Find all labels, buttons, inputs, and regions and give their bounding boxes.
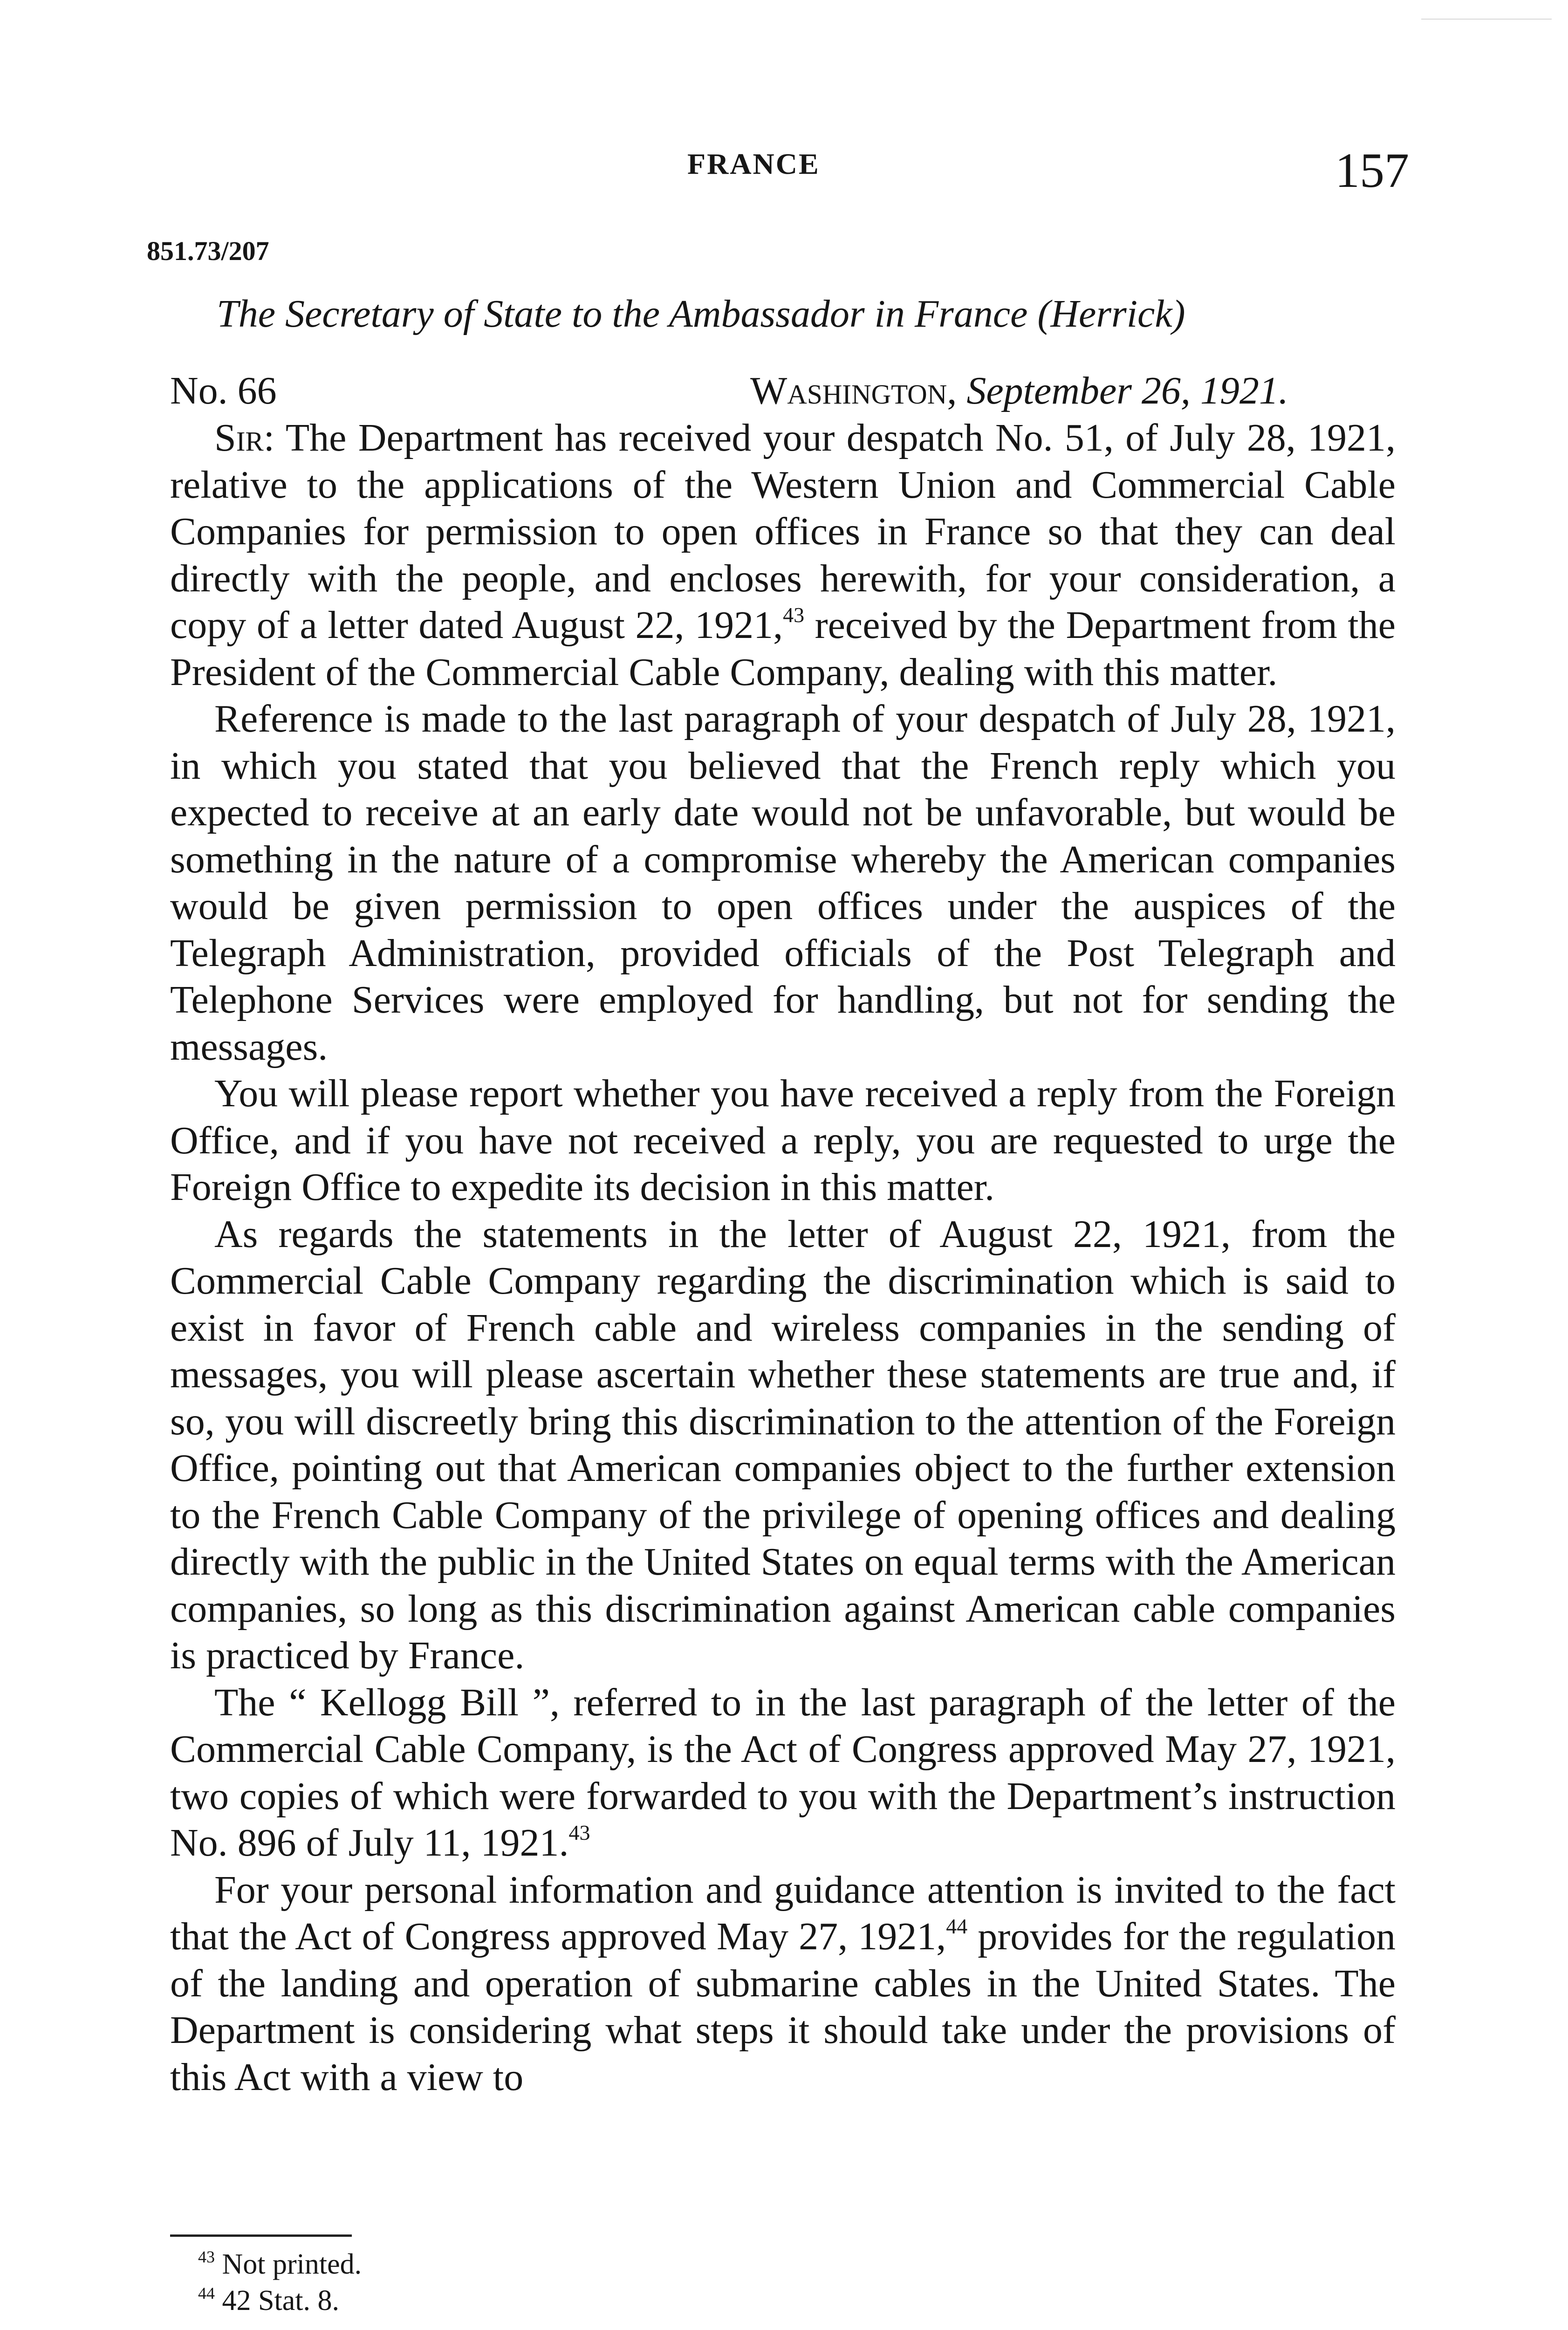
paragraph-5-text: The “ Kellogg Bill ”, referred to in the last paragraph of the letter of the Commercial Cable Company, is the Act of Congress approved May 27, 1921, two copies of which were forwarded to you with the Department’s instruction No. 896 of July 11, 1921. bbox=[170, 1680, 1396, 1864]
footnote-mark: 43 bbox=[198, 2248, 215, 2266]
footnote-ref: 43 bbox=[568, 1821, 590, 1844]
salutation: Sir: bbox=[214, 416, 275, 459]
scan-edge-mark bbox=[1421, 19, 1552, 20]
file-number: 851.73/207 bbox=[147, 236, 269, 266]
place-date bbox=[750, 368, 1288, 413]
paragraph-6-text-b: provides for the regulation of the landing and operation of submarine cables in the United States. The Department is considering what steps it should take under the provisions of this Act with a view to bbox=[170, 1915, 1396, 2099]
footnote bbox=[198, 2246, 362, 2282]
footnote-ref: 44 bbox=[946, 1914, 968, 1938]
footnote-text: 42 Stat. 8. bbox=[215, 2285, 339, 2316]
footnotes bbox=[198, 2246, 362, 2319]
paragraph-6-text-a: For your personal information and guidance attention is invited to the fact that the Act of Congress approved May 27, 1921, bbox=[170, 1868, 1396, 1958]
paragraph-1-text-b: received by the Department from the President of the Commercial Cable Company, dealing with this matter. bbox=[170, 603, 1396, 694]
footnote-mark: 44 bbox=[198, 2284, 215, 2303]
paragraph-5 bbox=[170, 1679, 1396, 1867]
paragraph-1 bbox=[170, 415, 1396, 696]
paragraph-1-text-a: The Department has received your despatch No. 51, of July 28, 1921, relative to the applications of the Western Union and Commercial Cable Companies for permission to open offices in France so that they can deal directly with the people, and encloses herewith, for your consideration, a copy of a letter dated August 22, 1921, bbox=[170, 416, 1396, 647]
footnote-ref: 43 bbox=[783, 603, 805, 627]
paragraph-2: Reference is made to the last paragraph of your despatch of July 28, 1921, in which you stated that you believed that the French reply which you expected to receive at an early date would not be unfavorable, but would be something in the nature of a compromise whereby the American companies would be given permission to open offices under the auspices of the Telegraph Administration, provided officials of the Post Telegraph and Telephone Services were employed for handling, but not for sending the messages. bbox=[170, 697, 1396, 1069]
dateline bbox=[170, 368, 1391, 415]
footnote-rule bbox=[170, 2234, 352, 2237]
page-number: 157 bbox=[1335, 143, 1409, 198]
paragraph-4: As regards the statements in the letter of August 22, 1921, from the Commercial Cable Company regarding the discrimination which is said to exist in favor of French cable and wireless companies in the sending of messages, you will please ascertain whether these statements are true and, if so, you will discreetly bring this discrimination to the attention of the Foreign Office, pointing out that American companies object to the further extension to the French Cable Company of the privilege of opening offices and dealing directly with the public in the United States on equal terms with the American companies, so long as this discrimination against American cable companies is practiced by France. bbox=[170, 1212, 1396, 1677]
running-header: FRANCE bbox=[687, 147, 820, 180]
date: September 26, 1921. bbox=[966, 369, 1288, 412]
despatch-number: No. 66 bbox=[170, 369, 277, 412]
paragraph-6 bbox=[170, 1867, 1396, 2101]
footnote-text: Not printed. bbox=[215, 2248, 362, 2280]
paragraph-3: You will please report whether you have received a reply from the Foreign Office, and if you have not received a reply, you are requested to urge the Foreign Office to expedite its decision in this matter. bbox=[170, 1072, 1396, 1209]
footnote bbox=[198, 2282, 362, 2319]
letter-body bbox=[170, 415, 1396, 2101]
document-title: The Secretary of State to the Ambassador in France (Herrick) bbox=[217, 292, 1185, 336]
place: Washington, bbox=[750, 369, 957, 412]
